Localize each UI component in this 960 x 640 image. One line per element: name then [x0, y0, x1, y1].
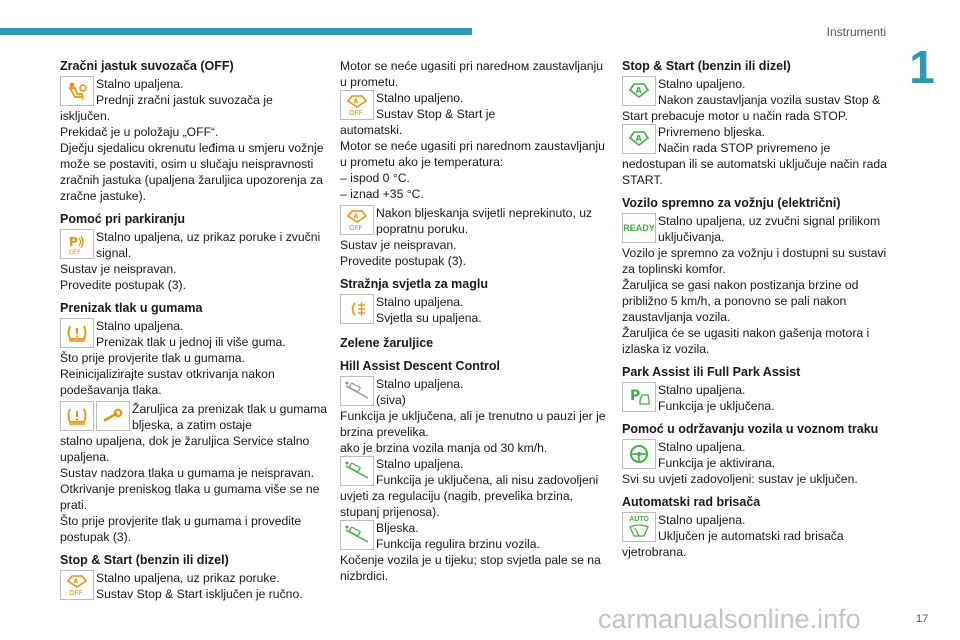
heading-ready: Vozilo spremno za vožnju (električni): [622, 196, 841, 210]
section-title: Instrumenti: [826, 25, 886, 39]
heading-passenger-airbag: Zračni jastuk suvozača (OFF): [60, 59, 234, 73]
svg-text:2: 2: [81, 95, 85, 101]
lane-keeping-icon: [622, 439, 656, 469]
stop-start-off-icon: [340, 90, 374, 120]
hill-descent-grey-icon: [340, 376, 374, 406]
hill-descent-green-icon: [340, 520, 374, 550]
airbag-off-icon: [60, 76, 94, 106]
heading-park-assist: Park Assist ili Full Park Assist: [622, 365, 801, 379]
svg-text:A: A: [353, 98, 359, 105]
heading-lane-keeping: Pomoć u održavanju vozila u voznom traku: [622, 422, 879, 436]
stop-start-green-icon: [622, 124, 656, 154]
column-right: Stop & Start (benzin ili dizel) A Stalno upaljeno. Nakon zaustavljanja vozila sustav Stop & Start prebacuje motor u način rada STOP. A Privremeno bljeska. Način rada STOP privremeno je nedostupan ili se automatski uključuje način rada START. Vozilo spremno za vožnju (električni) READY Stalno upaljena, uz zvučni signal prilikom uključivanja. Vozilo je spremno za vožnju i dostupni su sustavi za toplinski komfor. Žaruljica se gasi nakon postizanja brzine od približno 5 km/h, a ponovno se pali nakon zaustavljanja vozila. Žaruljica će se ugasiti nakon gašenja motora i izlaska iz vozila. Park Assist ili Full Park Assist P Stalno upaljena. Funkcija je uključena. Pomoć u održavanju vozila u voznom traku Stalno upaljena. Funkcija je aktivirana. Svi su uvjeti zadovoljeni: sustav je uključen. Automatski rad brisača AUTO Stalno upaljena. Uključen je automatski rad brisača vjetrobrana.: [622, 58, 894, 560]
svg-text:OFF: OFF: [69, 589, 83, 597]
park-assist-icon: [622, 382, 656, 412]
heading-stop-start-orange: Stop & Start (benzin ili dizel): [60, 553, 229, 567]
stop-start-green-icon: [622, 76, 656, 106]
heading-park-assist-fault: Pomoć pri parkiranju: [60, 212, 186, 226]
svg-text:OFF: OFF: [349, 109, 363, 117]
heading-hill-assist: Hill Assist Descent Control: [340, 359, 500, 373]
svg-text:OFF: OFF: [69, 249, 81, 255]
parking-sensor-off-icon: [60, 229, 94, 259]
heading-stop-start-green: Stop & Start (benzin ili dizel): [622, 59, 791, 73]
heading-low-tyre-pressure: Prenizak tlak u gumama: [60, 301, 203, 315]
svg-text:P: P: [69, 235, 78, 249]
heading-rear-fog-lights: Stražnja svjetla za maglu: [340, 277, 488, 291]
stop-start-off-icon: [60, 570, 94, 600]
stop-start-off-icon: [340, 205, 374, 235]
column-left: Zračni jastuk suvozača (OFF) 2 Stalno upaljena. Prednji zračni jastuk suvozača je isključen. Prekidač je u položaju „OFF“. Dječju sjedalicu okrenutu leđima u smjeru vožnje može se postaviti, osim u slučaju neispravnosti zračnih jastuka (upaljena žaruljica upozorenja za zračne jastuke). Pomoć pri parkiranju P OFF Stalno upaljena, uz prikaz poruke i zvučni signal. Sustav je neispravan. Provedite postupak (3). Prenizak tlak u gumama Stalno upaljena. Prenizak tlak u jednoj ili više guma. Što prije provjerite tlak u gumama. Reinicijalizirajte sustav otkrivanja nakon podešavanja tlaka. Žaruljica za prenizak tlak u gumama bljeska, a zatim ostaje stalno upaljena, dok je žaruljica Service stalno upaljena. Sustav nadzora tlaka u gumama je neispravan. Otkrivanje preniskog tlaka u gumama više se ne prati. Što prije provjerite tlak u gumama i provedite postupak (3). Stop & Start (benzin ili dizel) A OFF Stalno upaljena, uz prikaz poruke. Sustav Stop & Start isključen je ručno.: [60, 58, 332, 602]
rear-fog-light-icon: [340, 294, 374, 324]
ready-icon: READY: [622, 213, 656, 243]
svg-text:OFF: OFF: [349, 224, 363, 232]
svg-text:A: A: [635, 134, 642, 143]
service-wrench-icon: [96, 401, 130, 431]
svg-text:A: A: [635, 86, 642, 95]
tyre-pressure-icon: [60, 401, 94, 431]
tyre-pressure-icon: [60, 318, 94, 348]
auto-wiper-icon: AUTO: [622, 512, 656, 542]
svg-text:P: P: [630, 388, 641, 404]
svg-text:A: A: [73, 578, 79, 585]
hill-descent-green-icon: [340, 456, 374, 486]
heading-green-lamps: Zelene žaruljice: [340, 336, 434, 350]
header-accent-bar: [0, 28, 472, 35]
page-number: 17: [916, 613, 929, 625]
chapter-number: 1: [909, 41, 935, 93]
svg-text:A: A: [353, 213, 359, 220]
column-middle: Motor se neće ugasiti pri naredном zaustavljanju u prometu. A OFF Stalno upaljeno. Sustav Stop & Start je automatski. Motor se neće ugasiti pri narednom zaustavljanju u prometu ako je temperatura: – ispod 0 °C. – iznad +35 °C. A OFF Nakon bljeskanja svijetli neprekinuto, uz popratnu poruku. Sustav je neispravan. Provedite postupak (3). Stražnja svjetla za maglu Stalno upaljena. Svjetla su upaljena. Zelene žaruljice Hill Assist Descent Control Stalno upaljena. (siva) Funkcija je uključena, ali je trenutno u pauzi jer je brzina prevelika. ako je brzina vozila manja od 30 km/h. Stalno upaljena. Funkcija je uključena, ali nisu zadovoljeni uvjeti za regulaciju (nagib, prevelika brzina, stupanj prijenosa). Bljeska. Funkcija regulira brzinu vozila. Kočenje vozila je u tijeku; stop svjetla pale se na nizbrdici.: [340, 58, 612, 584]
watermark: carmanualsonline.info: [598, 604, 861, 634]
heading-auto-wipers: Automatski rad brisača: [622, 495, 761, 509]
